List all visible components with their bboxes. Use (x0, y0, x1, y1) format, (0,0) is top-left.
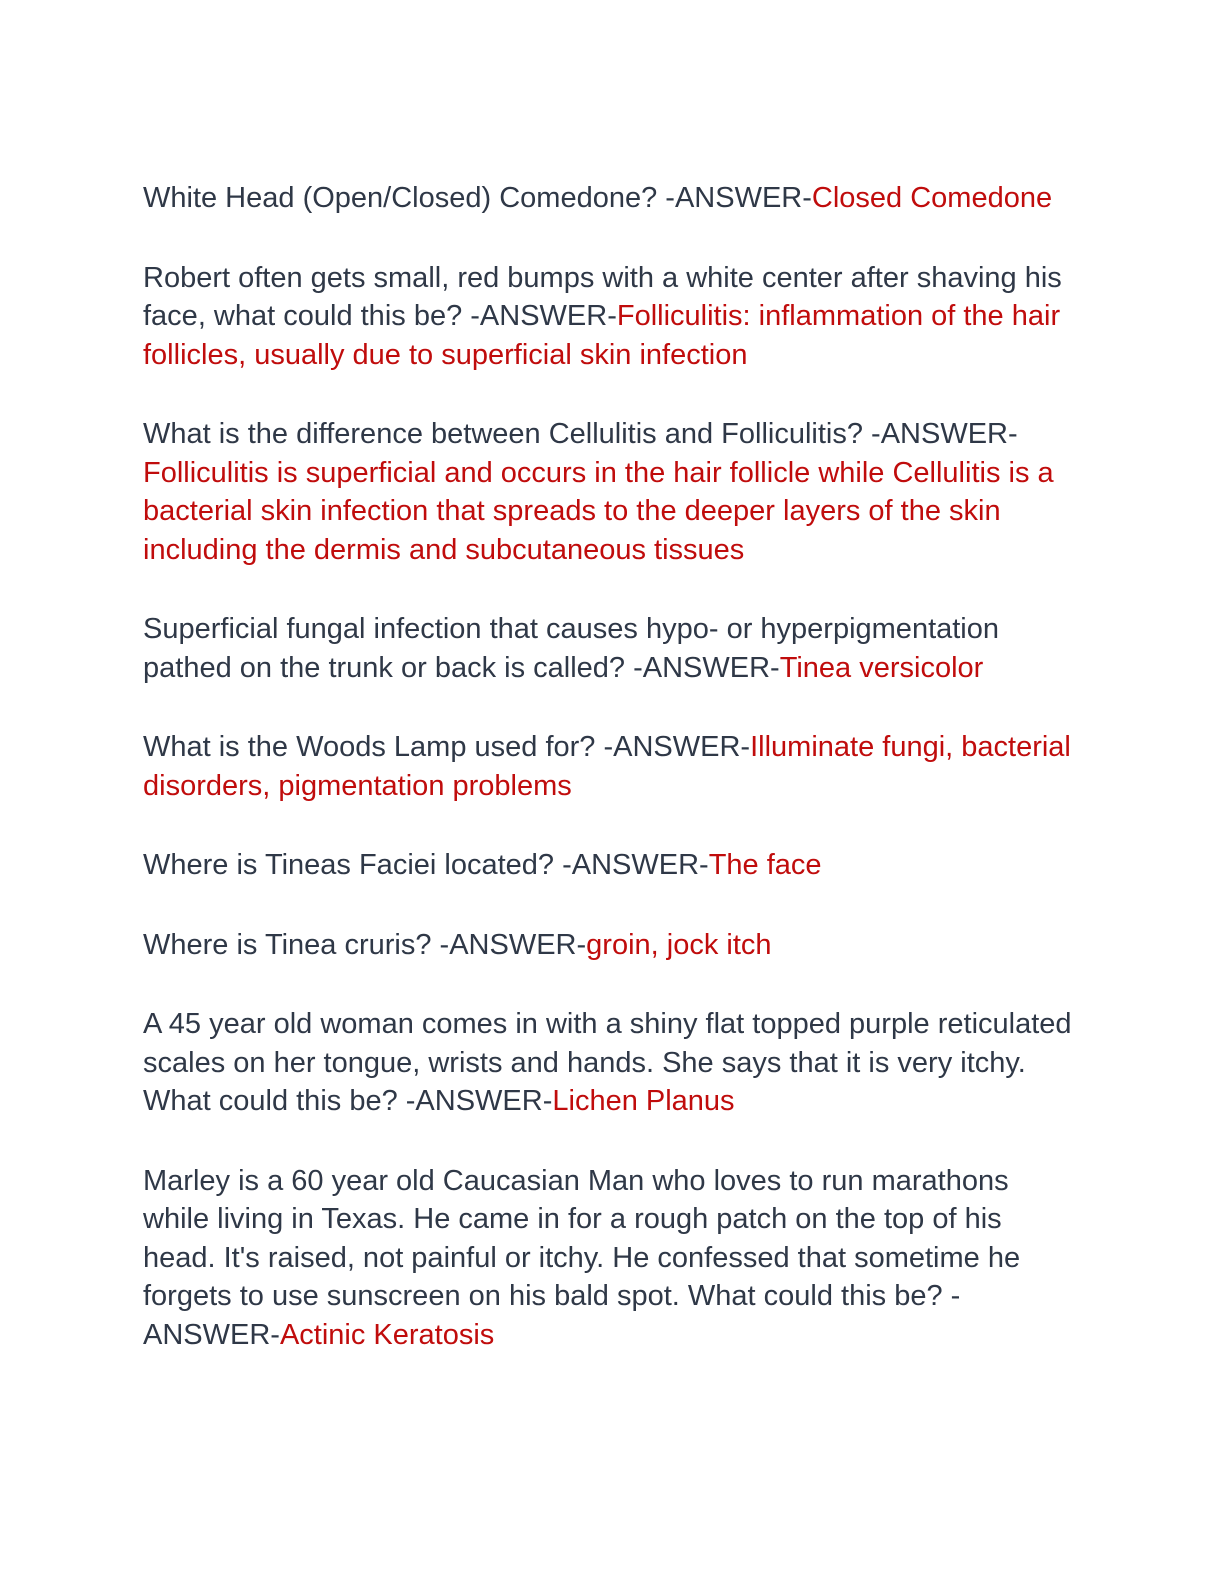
qa-paragraph (143, 1005, 1081, 1121)
question-text: Where is Tineas Faciei located? (143, 849, 563, 881)
answer-label: -ANSWER- (405, 1085, 553, 1117)
answer-label: -ANSWER- (439, 928, 587, 961)
question-text: White Head (Open/Closed) Comedone? (143, 182, 666, 214)
question-text: Robert often gets small, red bumps with a white center after shaving his face, what could this be? (143, 261, 1062, 332)
qa-list (143, 179, 1081, 1354)
qa-paragraph (143, 610, 1081, 687)
answer-text: Folliculitis is superficial and occurs in the hair follicle while Cellulitis is a bacterial skin infection that spreads to the deeper layers of the skin including the dermis and subcutaneous tissues (143, 456, 1054, 566)
answer-text: Lichen Planus (552, 1085, 735, 1117)
answer-label: -ANSWER- (143, 1280, 961, 1351)
question-text: What is the Woods Lamp used for? (143, 731, 604, 763)
qa-paragraph (143, 728, 1081, 805)
answer-label: -ANSWER- (603, 731, 751, 763)
answer-text: Actinic Keratosis (279, 1318, 495, 1351)
question-text: What is the difference between Cellulitis and Folliculitis? (143, 418, 872, 450)
question-text: A 45 year old woman comes in with a shiny flat topped purple reticulated scales on her tongue, wrists and hands. She says that it is very itchy. What could this be? (143, 1008, 1072, 1117)
answer-text: Tinea versicolor (779, 651, 984, 684)
answer-text: The face (708, 849, 822, 881)
answer-label: -ANSWER- (871, 418, 1018, 450)
answer-text: Illuminate fungi, bacterial disorders, pigmentation problems (143, 731, 1071, 802)
qa-paragraph (143, 179, 1081, 218)
answer-label: -ANSWER- (633, 651, 780, 684)
answer-label: -ANSWER- (665, 182, 812, 214)
answer-label: -ANSWER- (470, 300, 617, 332)
qa-paragraph (143, 1162, 1081, 1355)
question-text: Marley is a 60 year old Caucasian Man who loves to run marathons while living in Texas. He came in for a rough patch on the top of his head. It's raised, not painful or itchy. He confessed that sometime he forgets to use sunscreen on his bald spot. What could this be? (143, 1164, 1021, 1312)
qa-paragraph (143, 259, 1081, 375)
answer-text: Folliculitis: inflammation of the hair follicles, usually due to superficial skin infection (143, 300, 1061, 371)
answer-label: -ANSWER- (562, 849, 709, 881)
qa-paragraph (143, 926, 1081, 965)
qa-paragraph (143, 415, 1081, 569)
answer-text: groin, jock itch (586, 928, 772, 961)
qa-paragraph (143, 846, 1081, 885)
question-text: Where is Tinea cruris? (143, 928, 440, 961)
question-text: Superficial fungal infection that causes hypo- or hyperpigmentation pathed on the trunk or back is called? (143, 613, 1000, 684)
answer-text: Closed Comedone (811, 182, 1053, 214)
